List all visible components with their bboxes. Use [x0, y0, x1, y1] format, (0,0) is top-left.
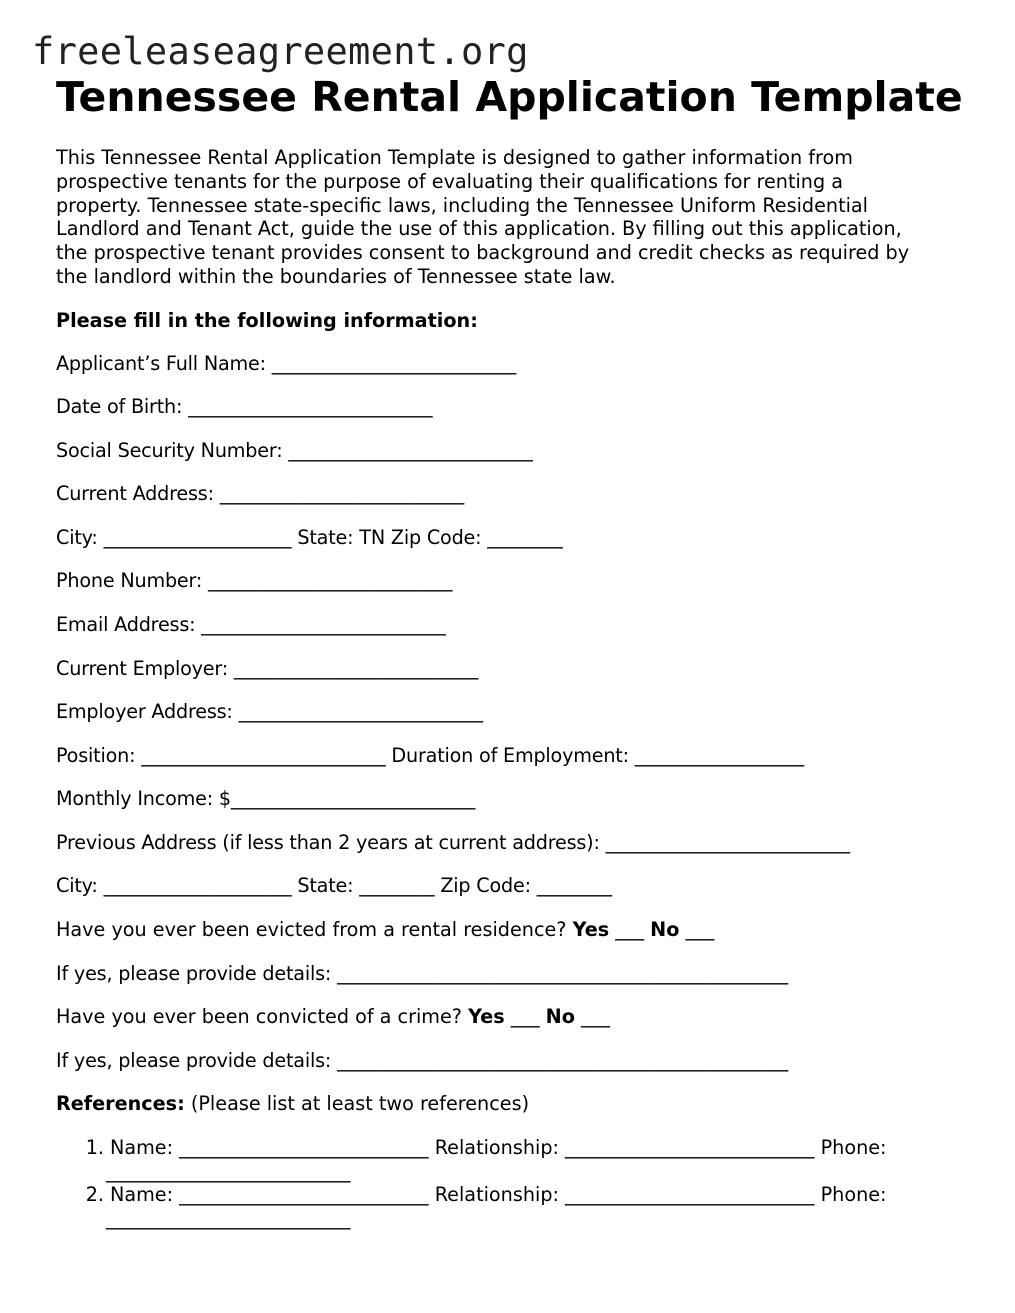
previous-address-field[interactable]: Previous Address (if less than 2 years at current address): __________________________: [56, 831, 850, 854]
yes-label: Yes: [572, 918, 610, 941]
eviction-question: [56, 918, 714, 942]
full-name-field[interactable]: Applicant’s Full Name: __________________________: [56, 352, 517, 375]
eviction-yes-blank[interactable]: ___: [609, 918, 651, 941]
city-state-zip-field[interactable]: City: ____________________ State: TN Zip Code: ________: [56, 526, 563, 549]
reference-item[interactable]: [80, 1183, 887, 1207]
crime-yes-blank[interactable]: ___: [504, 1005, 546, 1028]
current-employer-field[interactable]: Current Employer: __________________________: [56, 657, 479, 680]
reference-phone-blank[interactable]: __________________________: [106, 1207, 351, 1230]
current-address-field[interactable]: Current Address: __________________________: [56, 482, 464, 505]
eviction-question-text: Have you ever been evicted from a rental residence?: [56, 918, 573, 941]
references-heading: [56, 1092, 529, 1116]
previous-city-state-zip-field[interactable]: City: ____________________ State: ________ Zip Code: ________: [56, 874, 612, 897]
reference-phone-blank[interactable]: __________________________: [106, 1160, 351, 1183]
yes-label: Yes: [468, 1005, 505, 1028]
crime-question-text: Have you ever been convicted of a crime?: [56, 1005, 469, 1028]
eviction-no-blank[interactable]: ___: [679, 918, 715, 941]
crime-details-field[interactable]: If yes, please provide details: ________________________________________________: [56, 1049, 788, 1072]
intro-line: This Tennessee Rental Application Template is designed to gather information from: [56, 146, 853, 169]
reference-item[interactable]: [80, 1136, 887, 1160]
form-heading: Please fill in the following information:: [56, 309, 478, 332]
references-label: References:: [56, 1092, 185, 1115]
reference-number: 1.: [85, 1136, 104, 1159]
crime-no-blank[interactable]: ___: [574, 1005, 610, 1028]
email-address-field[interactable]: Email Address: __________________________: [56, 613, 446, 636]
position-duration-field[interactable]: Position: __________________________ Duration of Employment: __________________: [56, 744, 804, 767]
reference-fields[interactable]: Name: __________________________ Relationship: __________________________ Phone:: [110, 1136, 887, 1159]
phone-number-field[interactable]: Phone Number: __________________________: [56, 569, 453, 592]
reference-fields[interactable]: Name: __________________________ Relationship: __________________________ Phone:: [110, 1183, 887, 1206]
no-label: No: [545, 1005, 575, 1028]
intro-paragraph: [56, 146, 956, 289]
date-of-birth-field[interactable]: Date of Birth: __________________________: [56, 395, 433, 418]
monthly-income-field[interactable]: Monthly Income: $__________________________: [56, 787, 476, 810]
intro-line: property. Tennessee state-specific laws, including the Tennessee Uniform Residential: [56, 193, 869, 217]
employer-address-field[interactable]: Employer Address: __________________________: [56, 700, 483, 723]
site-watermark: freeleaseagreement.org: [32, 30, 529, 73]
intro-line: the prospective tenant provides consent to background and credit checks as required by: [56, 241, 910, 265]
intro-line: prospective tenants for the purpose of evaluating their qualifications for renting a: [56, 169, 844, 193]
ssn-field[interactable]: Social Security Number: __________________________: [56, 439, 533, 462]
page-title: Tennessee Rental Application Template: [56, 73, 963, 121]
no-label: No: [650, 918, 680, 941]
intro-line: Landlord and Tenant Act, guide the use of this application. By filling out this application,: [56, 217, 902, 241]
eviction-details-field[interactable]: If yes, please provide details: ________________________________________________: [56, 962, 788, 985]
references-note: (Please list at least two references): [184, 1092, 530, 1115]
reference-number: 2.: [85, 1183, 104, 1206]
crime-question: [56, 1005, 610, 1029]
intro-line: the landlord within the boundaries of Tennessee state law.: [56, 264, 616, 288]
